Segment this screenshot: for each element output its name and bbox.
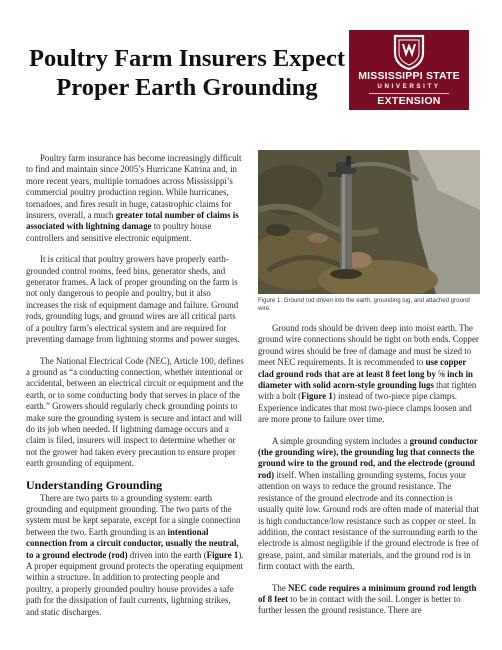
document-title bbox=[26, 44, 348, 102]
paragraph-4: There are two parts to a grounding system: earth grounding and equipment grounding. The two parts of the system must be kept separate, except for a single connection between the two. Earth grounding is an intentional connection from a circuit conductor, usually the neutral, to a ground electrode (rod) driven into the earth (Figure 1). A proper equipment ground protects the operating equipment within a structure. In addition to protecting people and poultry, a properly grounded poultry house provides a safe path for the dissipation of fault currents, lightning strikes, and static discharges. bbox=[26, 492, 244, 617]
title-line-2: Proper Earth Grounding bbox=[56, 74, 318, 101]
paragraph-6: A simple grounding system includes a ground conductor (the grounding wire), the grounding lug that connects the ground wire to the ground rod, and the electrode (ground rod) itself. When installing grounding systems, focus your attention on ways to reduce the ground resistance. The resistance of the ground electrode and its connection is usually quite low. Ground rods are often made of material that is high conductance/low resistance such as copper or steel. In addition, the contact resistance of the surrounding earth to the electrode is almost negligible if the ground electrode is free of grease, paint, and similar materials, and the ground rod is in firm contact with the earth. bbox=[258, 435, 479, 572]
paragraph-1: Poultry farm insurance has become increasingly difficult to find and maintain since 2005’s Hurricane Katrina and, in more recent years, multiple tornadoes across Mississippi’s commercial poultry production region. While hurricanes, tornadoes, and fires result in huge, catastrophic claims for insurers, overall, a much greater total number of claims is associated with lightning damage to poultry house controllers and sensitive electronic equipment. bbox=[26, 153, 242, 243]
logo-department: EXTENSION bbox=[377, 95, 441, 107]
state-seal-icon bbox=[392, 34, 426, 70]
logo-divider bbox=[369, 93, 449, 94]
ground-rod-photo-illustration bbox=[258, 150, 480, 294]
left-column bbox=[26, 153, 245, 628]
paragraph-3: The National Electrical Code (NEC), Article 100, defines a ground as “a conducting connection, whether intentional or accidental, between an electrical circuit or equipment and the earth, or to some conducting body that serves in place of the earth.” Growers should regularly check grounding points to make sure the grounding system is secure and intact and will do its job when needed. If lightning damage occurs and a claim is filed, insurers will inspect to determine whether or not the grower had taken every precaution to ensure proper earth grounding of equipment. bbox=[26, 355, 244, 469]
figure-1-caption: Figure 1. Ground rod driven into the earth, grounding lug, and attached ground wire. bbox=[258, 297, 470, 313]
logo-name: MISSISSIPPI STATE bbox=[358, 70, 460, 82]
ground-rod-photo bbox=[258, 150, 480, 294]
logo-university: UNIVERSITY bbox=[377, 83, 441, 90]
paragraph-2: It is critical that poultry growers have properly earth-grounded control rooms, feed bins, generator sheds, and generator frames. A lack of proper grounding on the farm is not only dangerous to people and poultry, but it also increases the risk of equipment damage and failure. Ground rods, grounding lugs, and ground wires are all critical parts of a poultry farm’s electrical system and are required for preventing damage from lightning storms and power surges. bbox=[26, 254, 240, 345]
paragraph-5: Ground rods should be driven deep into moist earth. The ground wire connections should be tight on both ends. Copper ground wires should be free of damage and must be sized to meet NEC requirements. It is recommended to use copper clad ground rods that are at least 8 feet long by ⅝ inch in diameter with solid acorn-style grounding lugs that tighten with a bolt (Figure 1) instead of two-piece pipe clamps. Experience indicates that most two-piece clamps loosen and are more prone to failure over time. bbox=[258, 323, 479, 425]
section-heading-understanding-grounding: Understanding Grounding bbox=[26, 477, 163, 492]
paragraph-7: The NEC code requires a minimum ground rod length of 8 feet to be in contact with the soil. Longer is better to further lessen the ground resistance. There are bbox=[258, 582, 477, 616]
msu-extension-logo bbox=[349, 30, 469, 110]
right-column bbox=[258, 323, 480, 627]
title-line-1: Poultry Farm Insurers Expect bbox=[29, 45, 345, 72]
